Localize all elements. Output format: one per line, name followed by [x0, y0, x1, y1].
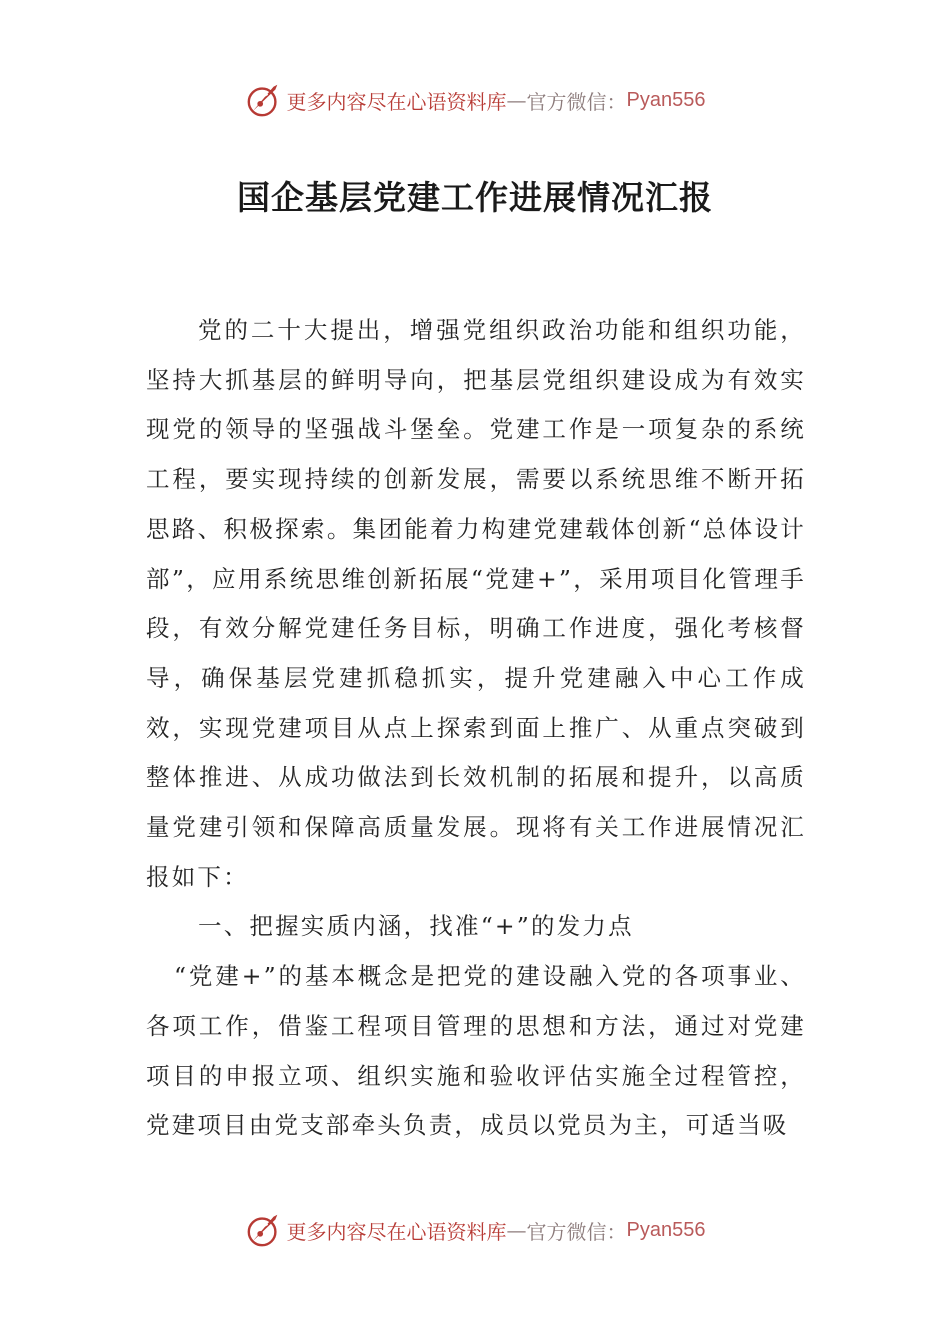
- watermark-label: 官方微信：: [526, 1219, 627, 1244]
- document-body: [146, 306, 806, 1151]
- watermark-label: 官方微信：: [526, 89, 627, 114]
- watermark-dash: —: [506, 88, 527, 112]
- watermark-text: 更多内容尽在心语资料库: [286, 89, 507, 114]
- document-title: 国企基层党建工作进展情况汇报: [237, 178, 713, 217]
- paragraph-section-1: “党建+”的基本概念是把党的建设融入党的各项事业、各项工作，借鉴工程项目管理的思想和方法，通过对党建项目的申报立项、组织实施和验收评估实施全过程管控，党建项目由党支部牵头负责，成员以党员为主，可适当吸: [146, 962, 806, 1140]
- watermark-footer: [0, 1210, 950, 1250]
- watermark-id: Pyan556: [626, 1218, 706, 1241]
- watermark-id: Pyan556: [626, 88, 706, 111]
- quill-logo-icon: [245, 1211, 283, 1249]
- paragraph-intro: 党的二十大提出，增强党组织政治功能和组织功能，坚持大抓基层的鲜明导向，把基层党组织建设成为有效实现党的领导的坚强战斗堡垒。党建工作是一项复杂的系统工程，要实现持续的创新发展，需要以系统思维不断开拓思路、积极探索。集团能着力构建党建载体创新“总体设计部”，应用系统思维创新拓展“党建+”，采用项目化管理手段，有效分解党建任务目标，明确工作进度，强化考核督导，确保基层党建抓稳抓实，提升党建融入中心工作成效，实现党建项目从点上探索到面上推广、从重点突破到整体推进、从成功做法到长效机制的拓展和提升，以高质量党建引领和保障高质量发展。现将有关工作进展情况汇报如下：: [146, 316, 806, 891]
- watermark-header: [0, 80, 950, 120]
- watermark-dash: —: [506, 1218, 527, 1242]
- section-heading-1: 一、把握实质内涵，找准“+”的发力点: [198, 912, 634, 941]
- quill-logo-icon: [245, 81, 283, 119]
- watermark-text: 更多内容尽在心语资料库: [286, 1219, 507, 1244]
